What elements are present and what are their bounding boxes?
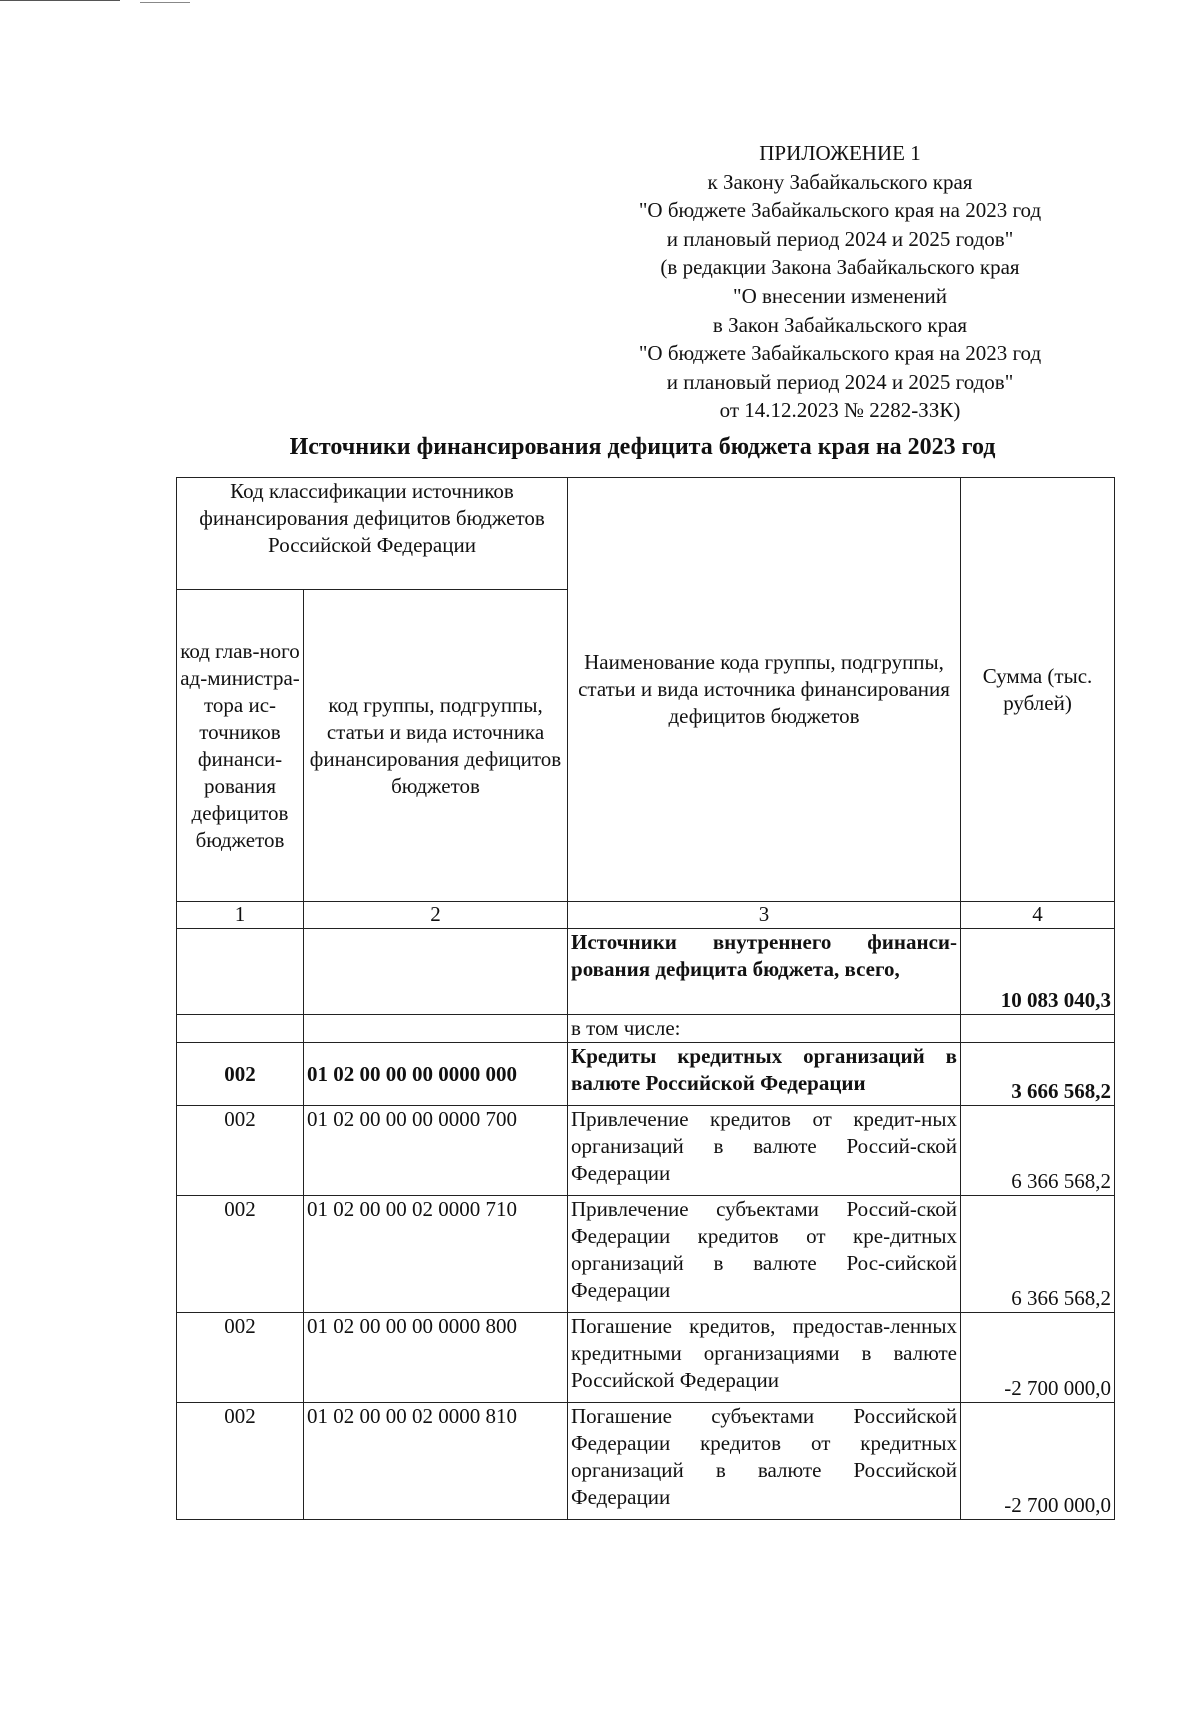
total-admin-cell [177, 929, 304, 1015]
header-admin-code: код глав-ного ад-министра-тора ис-точников финанси-рования дефицитов бюджетов [177, 590, 304, 902]
table-row [177, 1106, 1115, 1196]
scan-edge-line [140, 2, 190, 3]
table-row [177, 1403, 1115, 1520]
row-name: Погашение субъектами Российской Федерации кредитов от кредитных организаций в валюте Российской Федерации [568, 1403, 961, 1520]
table-row [177, 1196, 1115, 1313]
row-code: 01 02 00 00 02 0000 710 [304, 1196, 568, 1313]
row-name: Кредиты кредитных организаций в валюте Российской Федерации [568, 1043, 961, 1106]
scan-edge-line [0, 0, 120, 1]
appendix-line: "О бюджете Забайкальского края на 2023 год [638, 341, 1042, 366]
row-sum: -2 700 000,0 [961, 1313, 1115, 1403]
row-name: Погашение кредитов, предостав-ленных кредитными организациями в валюте Российской Федерации [568, 1313, 961, 1403]
appendix-line: (в редакции Закона Забайкальского края [660, 255, 1020, 280]
row-admin-code: 002 [177, 1106, 304, 1196]
appendix-line: ПРИЛОЖЕНИЕ 1 [759, 141, 921, 165]
row-admin-code: 002 [177, 1043, 304, 1106]
table-row [177, 1313, 1115, 1403]
header-sum: Сумма (тыс. рублей) [961, 478, 1115, 902]
row-code: 01 02 00 00 02 0000 810 [304, 1403, 568, 1520]
row-code: 01 02 00 00 00 0000 700 [304, 1106, 568, 1196]
total-code-cell [304, 929, 568, 1015]
table-row-including [177, 1015, 1115, 1043]
header-name: Наименование кода группы, подгруппы, статьи и вида источника финансирования дефицитов бюджетов [568, 478, 961, 902]
column-number: 4 [961, 902, 1115, 929]
appendix-line: и плановый период 2024 и 2025 годов" [666, 369, 1014, 394]
appendix-header [580, 139, 1100, 425]
row-admin-code: 002 [177, 1403, 304, 1520]
total-name: Источники внутреннего финанси-рования дефицита бюджета, всего, [568, 929, 961, 1015]
row-sum: 3 666 568,2 [961, 1043, 1115, 1106]
row-sum: 6 366 568,2 [961, 1106, 1115, 1196]
document-title: Источники финансирования дефицита бюджета края на 2023 год [289, 434, 996, 460]
including-admin-cell [177, 1015, 304, 1043]
appendix-line: от 14.12.2023 № 2282-ЗЗК) [719, 398, 961, 423]
financing-sources-table [176, 477, 1115, 1520]
appendix-line: в Закон Забайкальского края [712, 312, 968, 337]
column-number: 3 [568, 902, 961, 929]
column-number: 1 [177, 902, 304, 929]
row-sum: 6 366 568,2 [961, 1196, 1115, 1313]
table-row-total [177, 929, 1115, 1015]
including-sum-cell [961, 1015, 1115, 1043]
row-code: 01 02 00 00 00 0000 000 [304, 1043, 568, 1106]
including-label: в том числе: [568, 1015, 961, 1043]
column-number: 2 [304, 902, 568, 929]
row-name: Привлечение субъектами Россий-ской Федерации кредитов от кре-дитных организаций в валюте Рос-сийской Федерации [568, 1196, 961, 1313]
row-name: Привлечение кредитов от кредит-ных организаций в валюте Россий-ской Федерации [568, 1106, 961, 1196]
column-number-row [177, 902, 1115, 929]
header-classification-code: Код классификации источников финансирования дефицитов бюджетов Российской Федерации [177, 478, 568, 590]
row-code: 01 02 00 00 00 0000 800 [304, 1313, 568, 1403]
table-header-row [177, 478, 1115, 590]
row-admin-code: 002 [177, 1196, 304, 1313]
appendix-line: к Закону Забайкальского края [707, 169, 973, 194]
header-group-code: код группы, подгруппы, статьи и вида источника финансирования дефицитов бюджетов [304, 590, 568, 902]
including-code-cell [304, 1015, 568, 1043]
table-row [177, 1043, 1115, 1106]
appendix-line: "О внесении изменений [733, 283, 947, 308]
total-sum: 10 083 040,3 [961, 929, 1115, 1015]
appendix-line: и плановый период 2024 и 2025 годов" [666, 226, 1014, 251]
appendix-line: "О бюджете Забайкальского края на 2023 год [638, 198, 1042, 223]
row-admin-code: 002 [177, 1313, 304, 1403]
row-sum: -2 700 000,0 [961, 1403, 1115, 1520]
